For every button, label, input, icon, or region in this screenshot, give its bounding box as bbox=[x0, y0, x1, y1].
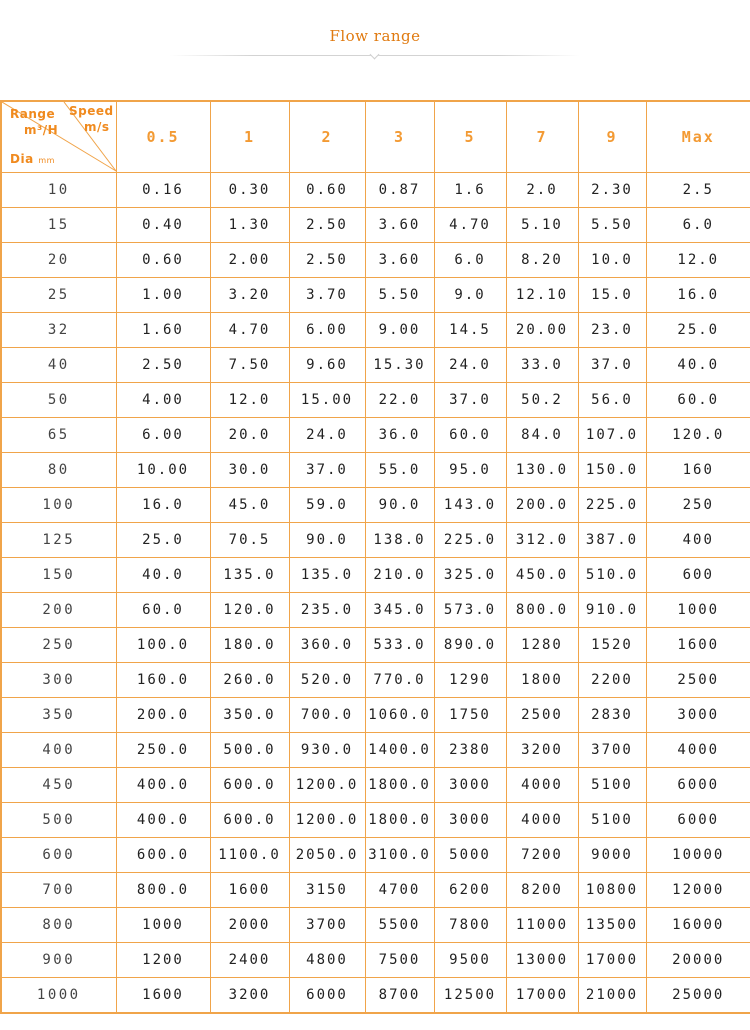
flow-value-cell: 400 bbox=[646, 523, 750, 558]
flow-value-cell: 1800.0 bbox=[365, 803, 434, 838]
flow-value-cell: 95.0 bbox=[434, 453, 506, 488]
flow-value-cell: 0.16 bbox=[116, 173, 210, 208]
diameter-cell: 40 bbox=[1, 348, 116, 383]
flow-value-cell: 37.0 bbox=[434, 383, 506, 418]
flow-value-cell: 10.0 bbox=[578, 243, 646, 278]
flow-value-cell: 3150 bbox=[289, 873, 365, 908]
flow-value-cell: 4800 bbox=[289, 943, 365, 978]
flow-value-cell: 2.0 bbox=[506, 173, 578, 208]
flow-value-cell: 350.0 bbox=[210, 698, 289, 733]
flow-value-cell: 3.20 bbox=[210, 278, 289, 313]
flow-value-cell: 135.0 bbox=[210, 558, 289, 593]
flow-value-cell: 930.0 bbox=[289, 733, 365, 768]
flow-value-cell: 1600 bbox=[646, 628, 750, 663]
table-row bbox=[1, 803, 750, 838]
flow-value-cell: 60.0 bbox=[646, 383, 750, 418]
flow-value-cell: 0.87 bbox=[365, 173, 434, 208]
flow-value-cell: 15.00 bbox=[289, 383, 365, 418]
flow-value-cell: 6.0 bbox=[646, 208, 750, 243]
diameter-cell: 15 bbox=[1, 208, 116, 243]
flow-value-cell: 70.5 bbox=[210, 523, 289, 558]
diameter-cell: 600 bbox=[1, 838, 116, 873]
flow-value-cell: 17000 bbox=[506, 978, 578, 1014]
flow-value-cell: 3.70 bbox=[289, 278, 365, 313]
table-row bbox=[1, 593, 750, 628]
speed-header: 1 bbox=[210, 101, 289, 173]
flow-value-cell: 120.0 bbox=[210, 593, 289, 628]
table-row bbox=[1, 488, 750, 523]
flow-value-cell: 5000 bbox=[434, 838, 506, 873]
flow-value-cell: 9.60 bbox=[289, 348, 365, 383]
flow-value-cell: 59.0 bbox=[289, 488, 365, 523]
table-row bbox=[1, 348, 750, 383]
flow-value-cell: 4000 bbox=[506, 803, 578, 838]
flow-value-cell: 4000 bbox=[646, 733, 750, 768]
flow-value-cell: 120.0 bbox=[646, 418, 750, 453]
flow-value-cell: 6000 bbox=[289, 978, 365, 1014]
table-row bbox=[1, 663, 750, 698]
flow-value-cell: 37.0 bbox=[578, 348, 646, 383]
flow-value-cell: 2500 bbox=[646, 663, 750, 698]
flow-value-cell: 510.0 bbox=[578, 558, 646, 593]
flow-value-cell: 50.2 bbox=[506, 383, 578, 418]
table-row bbox=[1, 908, 750, 943]
flow-value-cell: 600.0 bbox=[210, 803, 289, 838]
flow-value-cell: 1200.0 bbox=[289, 768, 365, 803]
flow-value-cell: 5500 bbox=[365, 908, 434, 943]
flow-value-cell: 1.60 bbox=[116, 313, 210, 348]
flow-range-table bbox=[0, 100, 750, 1014]
corner-dia-unit: mm bbox=[38, 156, 55, 165]
flow-value-cell: 890.0 bbox=[434, 628, 506, 663]
flow-value-cell: 8.20 bbox=[506, 243, 578, 278]
flow-value-cell: 200.0 bbox=[116, 698, 210, 733]
flow-value-cell: 12000 bbox=[646, 873, 750, 908]
flow-value-cell: 37.0 bbox=[289, 453, 365, 488]
diameter-cell: 50 bbox=[1, 383, 116, 418]
flow-value-cell: 7200 bbox=[506, 838, 578, 873]
table-row bbox=[1, 628, 750, 663]
flow-value-cell: 533.0 bbox=[365, 628, 434, 663]
diameter-cell: 32 bbox=[1, 313, 116, 348]
flow-value-cell: 138.0 bbox=[365, 523, 434, 558]
flow-value-cell: 4.70 bbox=[434, 208, 506, 243]
table-body bbox=[1, 173, 750, 1014]
flow-value-cell: 1000 bbox=[116, 908, 210, 943]
flow-value-cell: 4.00 bbox=[116, 383, 210, 418]
flow-value-cell: 20.00 bbox=[506, 313, 578, 348]
flow-value-cell: 600.0 bbox=[210, 768, 289, 803]
flow-value-cell: 10.00 bbox=[116, 453, 210, 488]
table-row bbox=[1, 768, 750, 803]
flow-value-cell: 312.0 bbox=[506, 523, 578, 558]
flow-value-cell: 4000 bbox=[506, 768, 578, 803]
speed-header: 3 bbox=[365, 101, 434, 173]
diameter-cell: 300 bbox=[1, 663, 116, 698]
flow-value-cell: 0.60 bbox=[116, 243, 210, 278]
flow-value-cell: 3000 bbox=[646, 698, 750, 733]
flow-value-cell: 6.0 bbox=[434, 243, 506, 278]
flow-value-cell: 107.0 bbox=[578, 418, 646, 453]
diameter-cell: 125 bbox=[1, 523, 116, 558]
flow-value-cell: 4.70 bbox=[210, 313, 289, 348]
flow-value-cell: 55.0 bbox=[365, 453, 434, 488]
diameter-cell: 450 bbox=[1, 768, 116, 803]
flow-value-cell: 520.0 bbox=[289, 663, 365, 698]
flow-value-cell: 2.50 bbox=[289, 243, 365, 278]
flow-value-cell: 17000 bbox=[578, 943, 646, 978]
flow-value-cell: 2830 bbox=[578, 698, 646, 733]
flow-value-cell: 20.0 bbox=[210, 418, 289, 453]
flow-value-cell: 22.0 bbox=[365, 383, 434, 418]
flow-value-cell: 7800 bbox=[434, 908, 506, 943]
flow-value-cell: 360.0 bbox=[289, 628, 365, 663]
flow-value-cell: 9500 bbox=[434, 943, 506, 978]
page-title: Flow range bbox=[329, 27, 421, 45]
flow-value-cell: 2.5 bbox=[646, 173, 750, 208]
table-row bbox=[1, 733, 750, 768]
flow-value-cell: 1200 bbox=[116, 943, 210, 978]
flow-value-cell: 1100.0 bbox=[210, 838, 289, 873]
flow-value-cell: 500.0 bbox=[210, 733, 289, 768]
flow-value-cell: 8700 bbox=[365, 978, 434, 1014]
flow-value-cell: 800.0 bbox=[506, 593, 578, 628]
flow-value-cell: 11000 bbox=[506, 908, 578, 943]
diameter-cell: 25 bbox=[1, 278, 116, 313]
speed-header: 7 bbox=[506, 101, 578, 173]
table-row bbox=[1, 943, 750, 978]
header-row bbox=[1, 101, 750, 173]
flow-value-cell: 2050.0 bbox=[289, 838, 365, 873]
flow-value-cell: 7500 bbox=[365, 943, 434, 978]
flow-value-cell: 12500 bbox=[434, 978, 506, 1014]
flow-value-cell: 5.10 bbox=[506, 208, 578, 243]
speed-header: 2 bbox=[289, 101, 365, 173]
flow-value-cell: 40.0 bbox=[116, 558, 210, 593]
diameter-cell: 200 bbox=[1, 593, 116, 628]
flow-value-cell: 8200 bbox=[506, 873, 578, 908]
flow-value-cell: 0.30 bbox=[210, 173, 289, 208]
flow-value-cell: 90.0 bbox=[289, 523, 365, 558]
flow-value-cell: 13000 bbox=[506, 943, 578, 978]
flow-value-cell: 400.0 bbox=[116, 768, 210, 803]
title-divider-notch bbox=[370, 50, 380, 60]
flow-value-cell: 200.0 bbox=[506, 488, 578, 523]
flow-value-cell: 90.0 bbox=[365, 488, 434, 523]
diameter-cell: 350 bbox=[1, 698, 116, 733]
flow-value-cell: 180.0 bbox=[210, 628, 289, 663]
flow-value-cell: 21000 bbox=[578, 978, 646, 1014]
flow-value-cell: 5.50 bbox=[578, 208, 646, 243]
corner-speed-unit: m/s bbox=[84, 120, 110, 134]
flow-value-cell: 13500 bbox=[578, 908, 646, 943]
flow-value-cell: 9.00 bbox=[365, 313, 434, 348]
flow-value-cell: 3.60 bbox=[365, 208, 434, 243]
table-row bbox=[1, 453, 750, 488]
diameter-cell: 100 bbox=[1, 488, 116, 523]
speed-header: 5 bbox=[434, 101, 506, 173]
flow-value-cell: 1800.0 bbox=[365, 768, 434, 803]
corner-range-unit: m³/H bbox=[24, 123, 59, 137]
diameter-cell: 700 bbox=[1, 873, 116, 908]
flow-value-cell: 15.0 bbox=[578, 278, 646, 313]
flow-value-cell: 25000 bbox=[646, 978, 750, 1014]
flow-value-cell: 24.0 bbox=[289, 418, 365, 453]
flow-value-cell: 770.0 bbox=[365, 663, 434, 698]
flow-value-cell: 45.0 bbox=[210, 488, 289, 523]
flow-value-cell: 3100.0 bbox=[365, 838, 434, 873]
flow-value-cell: 3000 bbox=[434, 768, 506, 803]
flow-value-cell: 14.5 bbox=[434, 313, 506, 348]
table-row bbox=[1, 698, 750, 733]
flow-value-cell: 2.50 bbox=[116, 348, 210, 383]
flow-value-cell: 0.40 bbox=[116, 208, 210, 243]
flow-value-cell: 1.00 bbox=[116, 278, 210, 313]
flow-value-cell: 15.30 bbox=[365, 348, 434, 383]
speed-header: Max bbox=[646, 101, 750, 173]
flow-value-cell: 387.0 bbox=[578, 523, 646, 558]
flow-value-cell: 225.0 bbox=[578, 488, 646, 523]
flow-value-cell: 160 bbox=[646, 453, 750, 488]
flow-value-cell: 12.0 bbox=[210, 383, 289, 418]
flow-value-cell: 36.0 bbox=[365, 418, 434, 453]
table-row bbox=[1, 418, 750, 453]
flow-value-cell: 10800 bbox=[578, 873, 646, 908]
flow-value-cell: 4700 bbox=[365, 873, 434, 908]
flow-value-cell: 0.60 bbox=[289, 173, 365, 208]
flow-value-cell: 30.0 bbox=[210, 453, 289, 488]
flow-value-cell: 1280 bbox=[506, 628, 578, 663]
flow-value-cell: 33.0 bbox=[506, 348, 578, 383]
flow-value-cell: 9.0 bbox=[434, 278, 506, 313]
flow-value-cell: 25.0 bbox=[646, 313, 750, 348]
flow-value-cell: 150.0 bbox=[578, 453, 646, 488]
flow-value-cell: 23.0 bbox=[578, 313, 646, 348]
diameter-cell: 1000 bbox=[1, 978, 116, 1014]
corner-speed-label: Speed bbox=[69, 104, 114, 118]
flow-value-cell: 7.50 bbox=[210, 348, 289, 383]
flow-value-cell: 2.50 bbox=[289, 208, 365, 243]
flow-value-cell: 3700 bbox=[578, 733, 646, 768]
flow-value-cell: 2000 bbox=[210, 908, 289, 943]
flow-value-cell: 573.0 bbox=[434, 593, 506, 628]
flow-value-cell: 2.30 bbox=[578, 173, 646, 208]
flow-value-cell: 16.0 bbox=[646, 278, 750, 313]
flow-value-cell: 700.0 bbox=[289, 698, 365, 733]
flow-value-cell: 2200 bbox=[578, 663, 646, 698]
flow-value-cell: 160.0 bbox=[116, 663, 210, 698]
flow-value-cell: 1060.0 bbox=[365, 698, 434, 733]
flow-value-cell: 2500 bbox=[506, 698, 578, 733]
flow-value-cell: 5100 bbox=[578, 768, 646, 803]
flow-value-cell: 1520 bbox=[578, 628, 646, 663]
flow-value-cell: 16.0 bbox=[116, 488, 210, 523]
speed-header: 9 bbox=[578, 101, 646, 173]
flow-value-cell: 3200 bbox=[210, 978, 289, 1014]
diameter-cell: 80 bbox=[1, 453, 116, 488]
diameter-cell: 900 bbox=[1, 943, 116, 978]
flow-value-cell: 3.60 bbox=[365, 243, 434, 278]
flow-value-cell: 56.0 bbox=[578, 383, 646, 418]
table-row bbox=[1, 313, 750, 348]
flow-value-cell: 450.0 bbox=[506, 558, 578, 593]
flow-value-cell: 1.30 bbox=[210, 208, 289, 243]
table-row bbox=[1, 838, 750, 873]
flow-value-cell: 600.0 bbox=[116, 838, 210, 873]
flow-value-cell: 1200.0 bbox=[289, 803, 365, 838]
flow-value-cell: 24.0 bbox=[434, 348, 506, 383]
flow-value-cell: 250.0 bbox=[116, 733, 210, 768]
flow-value-cell: 12.10 bbox=[506, 278, 578, 313]
flow-value-cell: 6.00 bbox=[289, 313, 365, 348]
table-row bbox=[1, 173, 750, 208]
flow-value-cell: 2380 bbox=[434, 733, 506, 768]
corner-header-cell bbox=[1, 101, 116, 173]
flow-value-cell: 210.0 bbox=[365, 558, 434, 593]
flow-value-cell: 60.0 bbox=[434, 418, 506, 453]
flow-value-cell: 5.50 bbox=[365, 278, 434, 313]
flow-value-cell: 9000 bbox=[578, 838, 646, 873]
flow-value-cell: 1750 bbox=[434, 698, 506, 733]
flow-value-cell: 260.0 bbox=[210, 663, 289, 698]
flow-value-cell: 1000 bbox=[646, 593, 750, 628]
flow-value-cell: 5100 bbox=[578, 803, 646, 838]
table-row bbox=[1, 873, 750, 908]
flow-value-cell: 250 bbox=[646, 488, 750, 523]
flow-value-cell: 1.6 bbox=[434, 173, 506, 208]
diameter-cell: 400 bbox=[1, 733, 116, 768]
table-row bbox=[1, 208, 750, 243]
flow-value-cell: 12.0 bbox=[646, 243, 750, 278]
flow-value-cell: 6200 bbox=[434, 873, 506, 908]
flow-value-cell: 60.0 bbox=[116, 593, 210, 628]
flow-value-cell: 1600 bbox=[210, 873, 289, 908]
flow-value-cell: 225.0 bbox=[434, 523, 506, 558]
flow-value-cell: 100.0 bbox=[116, 628, 210, 663]
flow-value-cell: 1290 bbox=[434, 663, 506, 698]
flow-value-cell: 16000 bbox=[646, 908, 750, 943]
table-row bbox=[1, 278, 750, 313]
flow-value-cell: 800.0 bbox=[116, 873, 210, 908]
flow-value-cell: 135.0 bbox=[289, 558, 365, 593]
flow-value-cell: 325.0 bbox=[434, 558, 506, 593]
flow-value-cell: 2400 bbox=[210, 943, 289, 978]
flow-value-cell: 1400.0 bbox=[365, 733, 434, 768]
flow-value-cell: 3200 bbox=[506, 733, 578, 768]
flow-value-cell: 600 bbox=[646, 558, 750, 593]
flow-value-cell: 6000 bbox=[646, 803, 750, 838]
table-row bbox=[1, 978, 750, 1014]
flow-value-cell: 6000 bbox=[646, 768, 750, 803]
flow-value-cell: 6.00 bbox=[116, 418, 210, 453]
title-area bbox=[0, 0, 750, 100]
corner-dia-label: Dia mm bbox=[10, 152, 55, 166]
flow-value-cell: 84.0 bbox=[506, 418, 578, 453]
table-row bbox=[1, 558, 750, 593]
flow-value-cell: 400.0 bbox=[116, 803, 210, 838]
flow-value-cell: 143.0 bbox=[434, 488, 506, 523]
corner-range-label: Range bbox=[10, 107, 56, 121]
table-row bbox=[1, 383, 750, 418]
speed-header: 0.5 bbox=[116, 101, 210, 173]
table-row bbox=[1, 243, 750, 278]
diameter-cell: 150 bbox=[1, 558, 116, 593]
table-row bbox=[1, 523, 750, 558]
flow-value-cell: 1600 bbox=[116, 978, 210, 1014]
flow-value-cell: 25.0 bbox=[116, 523, 210, 558]
flow-value-cell: 20000 bbox=[646, 943, 750, 978]
flow-value-cell: 40.0 bbox=[646, 348, 750, 383]
flow-value-cell: 130.0 bbox=[506, 453, 578, 488]
flow-value-cell: 3700 bbox=[289, 908, 365, 943]
flow-value-cell: 2.00 bbox=[210, 243, 289, 278]
flow-value-cell: 345.0 bbox=[365, 593, 434, 628]
diameter-cell: 500 bbox=[1, 803, 116, 838]
diameter-cell: 65 bbox=[1, 418, 116, 453]
flow-value-cell: 235.0 bbox=[289, 593, 365, 628]
flow-value-cell: 1800 bbox=[506, 663, 578, 698]
flow-value-cell: 910.0 bbox=[578, 593, 646, 628]
diameter-cell: 20 bbox=[1, 243, 116, 278]
flow-value-cell: 3000 bbox=[434, 803, 506, 838]
diameter-cell: 10 bbox=[1, 173, 116, 208]
flow-value-cell: 10000 bbox=[646, 838, 750, 873]
diameter-cell: 250 bbox=[1, 628, 116, 663]
diameter-cell: 800 bbox=[1, 908, 116, 943]
